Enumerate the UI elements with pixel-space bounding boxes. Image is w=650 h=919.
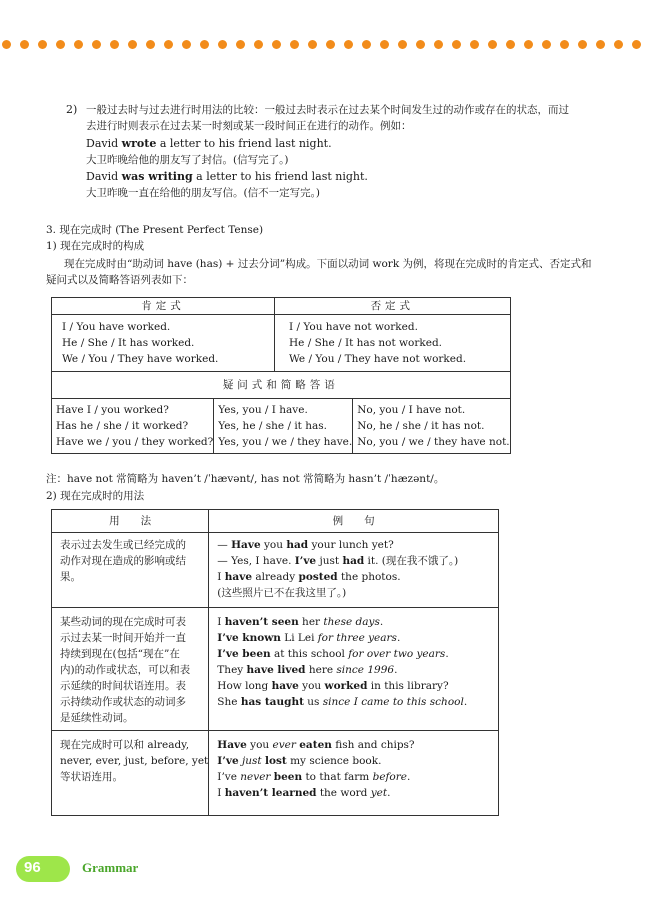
header-dot: [434, 40, 443, 49]
row3-usage-line: 现在完成时可以和 already,: [60, 739, 190, 751]
header-dot: [200, 40, 209, 49]
example1-verb: wrote: [121, 137, 157, 150]
section3-para1: 现在完成时由“助动词 have (has) + 过去分词”构成。下面以动词 work 为例，将现在完成时的肯定式、否定式和: [64, 258, 592, 270]
affirm-line: We / You / They have worked.: [62, 353, 219, 365]
no-line: No, he / she / it has not.: [357, 420, 485, 432]
row3-usage-cell: [52, 731, 209, 816]
section3-sub1: 1) 现在完成时的构成: [46, 240, 145, 252]
section3-para2: 疑问式以及简略答语列表如下：: [46, 274, 193, 286]
header-dot: [56, 40, 65, 49]
header-dot: [452, 40, 461, 49]
row2-usage-line: 是延续性动词。: [60, 712, 134, 724]
row1-usage-line: 果。: [60, 571, 81, 583]
row3-example-line: Have you ever eaten fish and chips?: [217, 739, 415, 751]
page-number: 96: [24, 859, 41, 876]
question-line: Have we / you / they worked?: [56, 436, 214, 448]
header-dot: [632, 40, 641, 49]
neg-line: He / She / It has not worked.: [289, 337, 443, 349]
row2-usage-line: 持续到现在(包括“现在”在: [60, 648, 180, 660]
no-cell: [353, 399, 510, 454]
row2-example-line: She has taught us since I came to this school.: [217, 696, 468, 708]
header-dot: [308, 40, 317, 49]
neg-line: We / You / They have not worked.: [289, 353, 467, 365]
header-dot: [92, 40, 101, 49]
row1-usage-line: 表示过去发生或已经完成的: [60, 539, 186, 551]
row1-example-cell: [209, 533, 499, 608]
header-dot: [398, 40, 407, 49]
row2-example-line: I’ve been at this school for over two years.: [217, 648, 449, 660]
forms-top: [52, 298, 511, 372]
header-dot: [254, 40, 263, 49]
header-dot: [236, 40, 245, 49]
row3-usage-line: 等状语连用。: [60, 771, 123, 783]
header-dot: [470, 40, 479, 49]
header-dot: [20, 40, 29, 49]
row1-usage-line: 动作对现在造成的影响或结: [60, 555, 186, 567]
row1-example-line: — Yes, I have. I’ve just had it. (现在我不饿了。): [217, 555, 459, 567]
affirm-header-cell: [52, 298, 275, 315]
no-line: No, you / we / they have not.: [357, 436, 510, 448]
row1-example-line: (这些照片已不在我这里了。): [217, 587, 347, 599]
row3-usage-line: never, ever, just, before, yet: [60, 755, 209, 767]
example-header-cell: [209, 510, 499, 533]
example1-text-c: a letter to his friend last night.: [156, 137, 332, 150]
header-dots: [0, 40, 650, 54]
header-dot: [290, 40, 299, 49]
header-dot: [578, 40, 587, 49]
question-line: Have I / you worked?: [56, 404, 169, 416]
header-dot: [110, 40, 119, 49]
header-dot: [560, 40, 569, 49]
forms-table: [51, 297, 511, 454]
row2-usage-line: 内)的动作或状态，可以和表: [60, 664, 191, 676]
header-dot: [524, 40, 533, 49]
header-dot: [380, 40, 389, 49]
example-header: 例 句: [332, 515, 375, 527]
question-header: 疑问式和简略答语: [222, 379, 339, 391]
header-dot: [488, 40, 497, 49]
example1-translation: 大卫昨晚给他的朋友写了封信。(信写完了。): [86, 154, 289, 166]
header-dot: [2, 40, 11, 49]
yes-cell: [214, 399, 353, 454]
header-dot: [506, 40, 515, 49]
header-dot: [326, 40, 335, 49]
affirm-cell: [52, 315, 275, 372]
affirm-header: 肯定式: [141, 300, 185, 312]
header-dot: [74, 40, 83, 49]
row2-example-line: They have lived here since 1996.: [217, 664, 398, 676]
header-dot: [596, 40, 605, 49]
header-dot: [272, 40, 281, 49]
section2-line1: 一般过去时与过去进行时用法的比较：一般过去时表示在过去某个时间发生过的动作或存在的状态，而过: [86, 104, 569, 116]
example2: [86, 169, 368, 185]
header-dot: [344, 40, 353, 49]
row2-example-line: I haven’t seen her these days.: [217, 616, 384, 628]
example2-text-a: David: [86, 170, 122, 183]
row3-example-line: I haven’t learned the word yet.: [217, 787, 391, 799]
row3-example-cell: [209, 731, 499, 816]
neg-line: I / You have not worked.: [289, 321, 418, 333]
header-dot: [614, 40, 623, 49]
question-line: Has he / she / it worked?: [56, 420, 189, 432]
neg-header-cell: [275, 298, 510, 315]
example1-text-a: David: [86, 137, 122, 150]
header-dot: [146, 40, 155, 49]
question-header-cell: [52, 372, 511, 399]
row2-example-line: How long have you worked in this library?: [217, 680, 449, 692]
yes-line: Yes, you / I have.: [218, 404, 308, 416]
header-dot: [128, 40, 137, 49]
row1-example-line: I have already posted the photos.: [217, 571, 401, 583]
example1: [86, 136, 332, 152]
neg-cell: [275, 315, 510, 372]
section3-sub2: 2) 现在完成时的用法: [46, 490, 145, 502]
row2-example-cell: [209, 608, 499, 731]
affirm-line: He / She / It has worked.: [62, 337, 195, 349]
yes-line: Yes, he / she / it has.: [218, 420, 327, 432]
questions-cell: [52, 399, 214, 454]
row2-usage-cell: [52, 608, 209, 731]
header-dot: [416, 40, 425, 49]
header-dot: [38, 40, 47, 49]
neg-header: 否定式: [370, 300, 415, 312]
usage-header: 用 法: [109, 515, 152, 527]
section3-title: 3. 现在完成时 (The Present Perfect Tense): [46, 224, 264, 236]
row2-usage-line: 示过去某一时间开始并一直: [60, 632, 186, 644]
row2-example-line: I’ve known Li Lei for three years.: [217, 632, 401, 644]
row1-usage-cell: [52, 533, 209, 608]
usage-header-cell: [52, 510, 209, 533]
affirm-line: I / You have worked.: [62, 321, 171, 333]
row1-example-line: — Have you had your lunch yet?: [217, 539, 394, 551]
header-dot: [182, 40, 191, 49]
row3-example-line: I’ve never been to that farm before.: [217, 771, 411, 783]
example2-translation: 大卫昨晚一直在给他的朋友写信。(信不一定写完。): [86, 187, 320, 199]
usage-table: [51, 509, 499, 816]
row2-usage-line: 某些动词的现在完成时可表: [60, 616, 186, 628]
row2-usage-line: 示延续的时间状语连用。表: [60, 680, 186, 692]
section2-line2: 去进行时则表示在过去某一时刻或某一段时间正在进行的动作。例如：: [86, 120, 412, 132]
header-dot: [218, 40, 227, 49]
example2-text-c: a letter to his friend last night.: [192, 170, 368, 183]
yes-line: Yes, you / we / they have.: [218, 436, 353, 448]
row3-example-line: I’ve just lost my science book.: [217, 755, 382, 767]
abbreviation-note: 注：have not 常简略为 haven’t /ˈhævənt/, has not 常简略为 hasn’t /ˈhæzənt/。: [46, 473, 445, 485]
section2-number: 2): [66, 103, 78, 116]
header-dot: [164, 40, 173, 49]
no-line: No, you / I have not.: [357, 404, 466, 416]
header-dot: [362, 40, 371, 49]
footer-title: Grammar: [82, 860, 139, 875]
header-dot: [542, 40, 551, 49]
row2-usage-line: 示持续动作或状态的动词多: [60, 696, 186, 708]
example2-verb: was writing: [121, 170, 193, 183]
